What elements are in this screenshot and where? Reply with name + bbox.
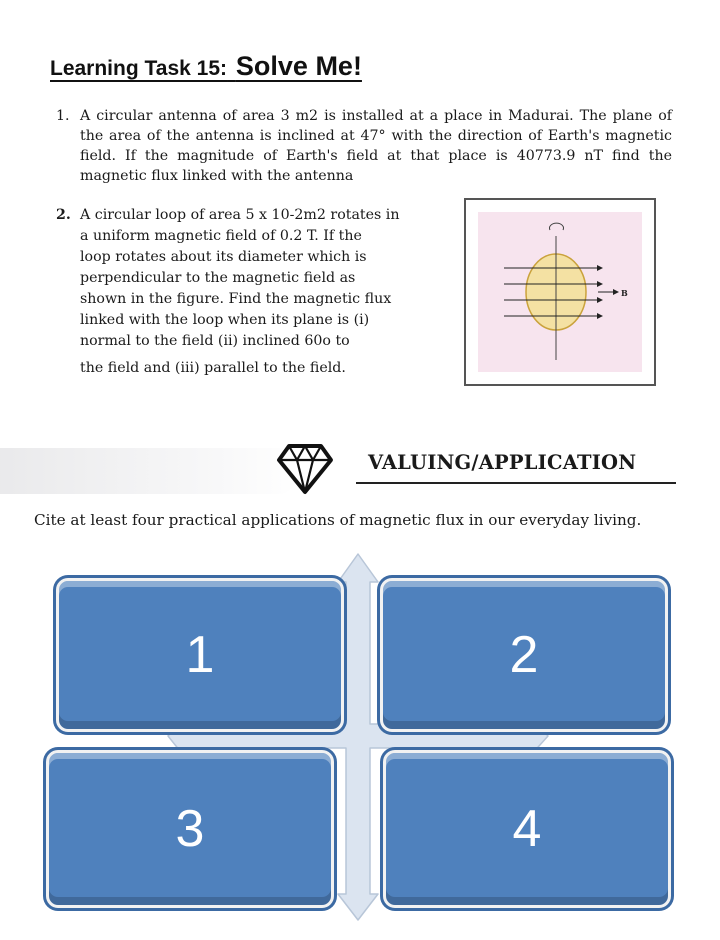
question-line: a uniform magnetic field of 0.2 T. If the xyxy=(80,228,362,244)
question-number: 1. xyxy=(56,108,70,124)
question-line: shown in the figure. Find the magnetic flux xyxy=(80,291,392,307)
section-divider xyxy=(356,482,676,484)
question-2 xyxy=(56,205,408,379)
question-1 xyxy=(56,106,672,186)
title-main: Solve Me! xyxy=(235,51,362,81)
question-line: perpendicular to the magnetic field as xyxy=(80,270,356,286)
section-instruction: Cite at least four practical applications of magnetic flux in our everyday living. xyxy=(34,511,642,529)
question-line: A circular loop of area 5 x 10-2m2 rotates in xyxy=(80,207,400,223)
section-title: VALUING/APPLICATION xyxy=(368,451,637,474)
question-line: loop rotates about its diameter which is xyxy=(80,249,367,265)
field-label: B xyxy=(621,288,628,298)
application-box-3[interactable]: 3 xyxy=(46,750,334,908)
question-number: 2. xyxy=(56,207,71,223)
scan-smudge xyxy=(0,448,300,494)
loop-diagram xyxy=(466,200,654,384)
question-text xyxy=(80,205,408,379)
question-line: linked with the loop when its plane is (i) xyxy=(80,312,370,328)
question-line: the field and (iii) parallel to the field. xyxy=(80,360,346,376)
application-box-4[interactable]: 4 xyxy=(383,750,671,908)
application-box-2[interactable]: 2 xyxy=(380,578,668,732)
application-box-1[interactable]: 1 xyxy=(56,578,344,732)
page-title xyxy=(50,46,362,83)
question-text: A circular antenna of area 3 m2 is installed at a place in Madurai. The plane of the area of the antenna is inclined at 47° with the direction of Earth's magnetic field. If the magnitude of Earth's field at that place is 40773.9 nT find the magnetic flux linked with the antenna xyxy=(80,108,672,184)
diamond-icon xyxy=(276,440,334,496)
question-line: normal to the field (ii) inclined 60o to xyxy=(80,333,350,349)
title-prefix: Learning Task 15: xyxy=(50,57,228,80)
rotating-loop-figure xyxy=(464,198,656,386)
